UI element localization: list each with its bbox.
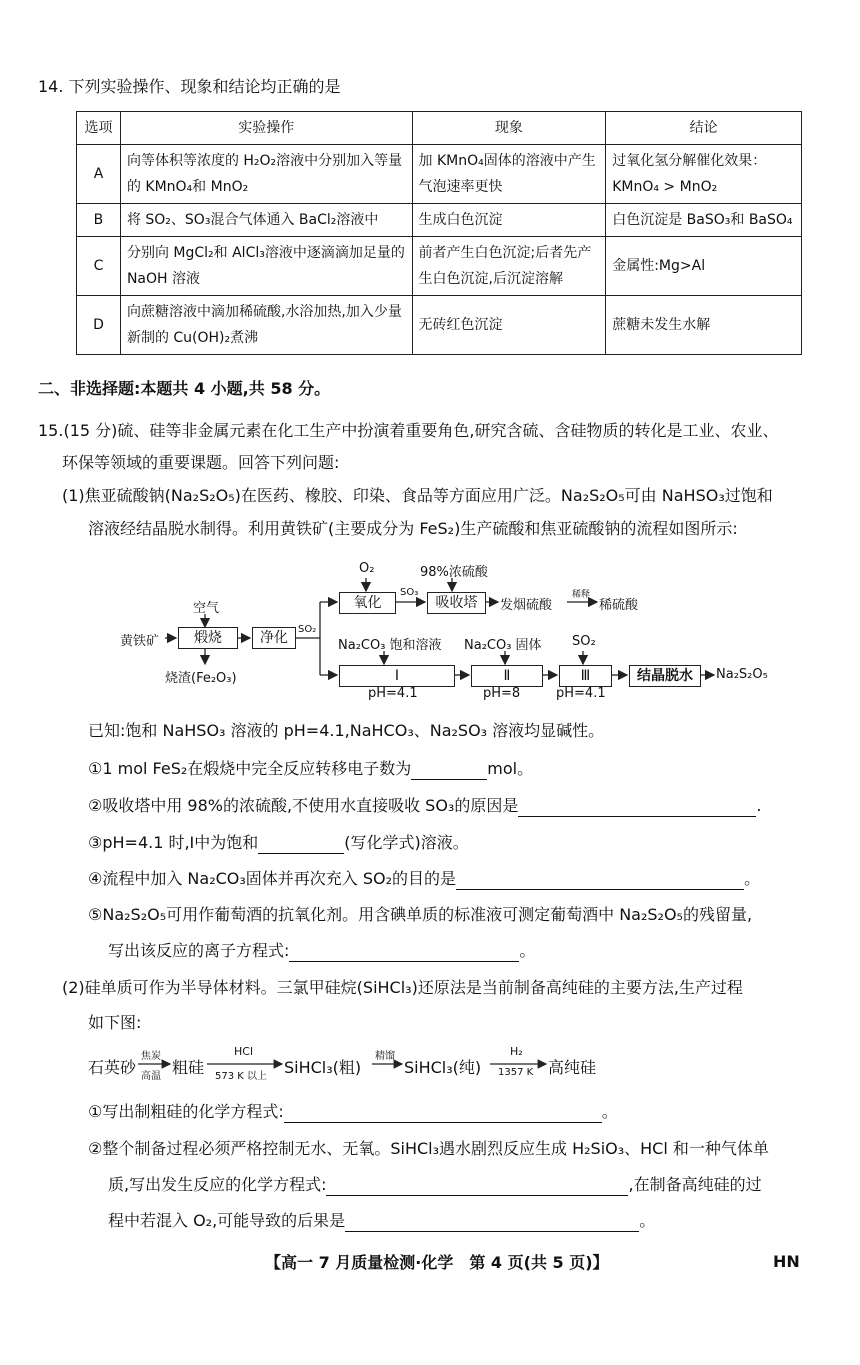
part2-subq-1-text: ①写出制粗硅的化学方程式: xyxy=(88,1102,284,1121)
section-heading: 二、非选择题:本题共 4 小题,共 58 分。 xyxy=(38,379,331,398)
subq-3-text: ③pH=4.1 时,Ⅰ中为饱和 xyxy=(88,833,259,852)
conclusion-cell: 蔗糖未发生水解 xyxy=(606,296,802,355)
part2-subq-1: ①写出制粗硅的化学方程式: 。 xyxy=(88,1102,618,1121)
subq-4-text: ④流程中加入 Na₂CO₃固体并再次充入 SO₂的目的是 xyxy=(88,869,457,888)
crystallize-box: 结晶脱水 xyxy=(629,665,701,687)
slag-label: 烧渣(Fe₂O₃) xyxy=(165,671,237,686)
answer-blank[interactable] xyxy=(326,1177,628,1196)
so2-feed-label: SO₂ xyxy=(572,634,596,649)
subq-3-text-end: (写化学式)溶液。 xyxy=(344,833,469,852)
q15-part2-line1: (2)硅单质可作为半导体材料。三氯甲硅烷(SiHCl₃)还原法是当前制备高纯硅的主要方法,生产过程 xyxy=(62,978,743,997)
part2-subq-2-text-mid: ,在制备高纯硅的过 xyxy=(628,1175,762,1194)
ph-label-1: pH=4.1 xyxy=(368,686,418,701)
option-letter: A xyxy=(77,145,121,204)
subq-4: ④流程中加入 Na₂CO₃固体并再次充入 SO₂的目的是 。 xyxy=(88,869,761,888)
step-3-box: Ⅲ xyxy=(559,665,612,687)
col-header-phenomenon: 现象 xyxy=(412,112,606,145)
dilute-step-label: 稀释 xyxy=(572,590,591,600)
subq-2: ②吸收塔中用 98%的浓硫酸,不使用水直接吸收 SO₃的原因是 . xyxy=(88,796,762,815)
part2-subq-2-text: 质,写出发生反应的化学方程式: xyxy=(108,1175,327,1194)
option-letter: C xyxy=(77,237,121,296)
operation-cell: 向等体积等浓度的 H₂O₂溶液中分别加入等量的 KMnO₄和 MnO₂ xyxy=(120,145,412,204)
option-letter: B xyxy=(77,204,121,237)
so2-label: SO₂ xyxy=(298,624,317,635)
option-letter: D xyxy=(77,296,121,355)
so3-label: SO₃ xyxy=(400,587,419,598)
conclusion-cell: 白色沉淀是 BaSO₃和 BaSO₄ xyxy=(606,204,802,237)
sihcl3-crude-label: SiHCl₃(粗) xyxy=(284,1058,362,1077)
air-label: 空气 xyxy=(193,601,220,616)
phenomenon-cell: 生成白色沉淀 xyxy=(412,204,606,237)
operation-cell: 分别向 MgCl₂和 AlCl₃溶液中逐滴滴加足量的 NaOH 溶液 xyxy=(120,237,412,296)
subq-1-unit: mol。 xyxy=(487,759,534,778)
page-footer: 【高一 7 月质量检测·化学 第 4 页(共 5 页)】 xyxy=(265,1253,609,1272)
temp-1357-label: 1357 K xyxy=(498,1067,534,1078)
part2-subq-2-line2 xyxy=(108,1174,762,1196)
q15-part2-line2: 如下图: xyxy=(88,1013,142,1032)
sihcl3-pure-label: SiHCl₃(纯) xyxy=(404,1058,482,1077)
acid98-label: 98%浓硫酸 xyxy=(420,565,488,580)
col-header-operation: 实验操作 xyxy=(120,112,412,145)
region-code: HN xyxy=(773,1252,800,1271)
high-temp-label: 高温 xyxy=(141,1071,161,1082)
fuming-acid-label: 发烟硫酸 xyxy=(500,598,553,613)
oxidation-box: 氧化 xyxy=(339,592,396,614)
subq-1-text: ①1 mol FeS₂在煅烧中完全反应转移电子数为 xyxy=(88,759,412,778)
operation-cell: 向蔗糖溶液中滴加稀硫酸,水浴加热,加入少量新制的 Cu(OH)₂煮沸 xyxy=(120,296,412,355)
step-1-box: Ⅰ xyxy=(339,665,455,687)
absorber-box: 吸收塔 xyxy=(427,592,486,614)
crude-si-label: 粗硅 xyxy=(172,1058,205,1077)
part2-subq-2-text-end: 程中若混入 O₂,可能导致的后果是 xyxy=(108,1211,346,1230)
temp-573-label: 573 K 以上 xyxy=(215,1071,268,1082)
q15-intro-line2: 环保等领域的重要课题。回答下列问题: xyxy=(62,453,340,472)
q15-intro-line1: 15.(15 分)硫、硅等非金属元素在化工生产中扮演着重要角色,研究含硫、含硅物质的转化是工业、农业、 xyxy=(38,421,779,440)
ph-label-2: pH=8 xyxy=(483,686,521,701)
known-note: 已知:饱和 NaHSO₃ 溶液的 pH=4.1,NaHCO₃、Na₂SO₃ 溶液均显碱性。 xyxy=(88,721,605,740)
subq-5-text: 写出该反应的离子方程式: xyxy=(108,941,290,960)
step-2-box: Ⅱ xyxy=(471,665,543,687)
conclusion-cell: 过氧化氢分解催化效果：KMnO₄ > MnO₂ xyxy=(606,145,802,204)
q15-part1-line2: 溶液经结晶脱水制得。利用黄铁矿(主要成分为 FeS₂)生产硫酸和焦亚硫酸钠的流程如图所示: xyxy=(88,519,738,538)
ph-label-3: pH=4.1 xyxy=(556,686,606,701)
na2co3-solid-label: Na₂CO₃ 固体 xyxy=(464,638,542,653)
phenomenon-cell: 前者产生白色沉淀;后者先产生白色沉淀,后沉淀溶解 xyxy=(412,237,606,296)
operation-cell: 将 SO₂、SO₃混合气体通入 BaCl₂溶液中 xyxy=(120,204,412,237)
coke-label: 焦炭 xyxy=(141,1051,161,1062)
roast-box: 煅烧 xyxy=(178,627,238,649)
answer-blank[interactable] xyxy=(284,1104,602,1123)
purify-box: 净化 xyxy=(252,627,296,649)
product-label: Na₂S₂O₅ xyxy=(716,667,768,682)
conclusion-cell: 金属性:Mg>Al xyxy=(606,237,802,296)
na2co3-saturated-label: Na₂CO₃ 饱和溶液 xyxy=(338,638,442,653)
subq-2-text: ②吸收塔中用 98%的浓硫酸,不使用水直接吸收 SO₃的原因是 xyxy=(88,796,519,815)
pure-si-label: 高纯硅 xyxy=(548,1058,597,1077)
phenomenon-cell: 加 KMnO₄固体的溶液中产生气泡速率更快 xyxy=(412,145,606,204)
answer-blank[interactable] xyxy=(345,1213,639,1232)
hcl-label: HCl xyxy=(234,1045,254,1058)
subq-5-line1: ⑤Na₂S₂O₅可用作葡萄酒的抗氧化剂。用含碘单质的标准液可测定葡萄酒中 Na₂S₂O₅的残留量, xyxy=(88,905,753,924)
distill-label: 精馏 xyxy=(375,1051,395,1062)
col-header-option: 选项 xyxy=(77,112,121,145)
h2-label: H₂ xyxy=(510,1045,523,1058)
phenomenon-cell: 无砖红色沉淀 xyxy=(412,296,606,355)
part2-subq-2-line1: ②整个制备过程必须严格控制无水、无氧。SiHCl₃遇水剧烈反应生成 H₂SiO₃、HCl 和一种气体单 xyxy=(88,1139,769,1158)
dilute-acid-label: 稀硫酸 xyxy=(599,598,639,613)
part2-subq-2-line3: 程中若混入 O₂,可能导致的后果是 。 xyxy=(108,1211,656,1230)
quartz-label: 石英砂 xyxy=(88,1058,137,1077)
q15-part1-line1: (1)焦亚硫酸钠(Na₂S₂O₅)在医药、橡胶、印染、食品等方面应用广泛。Na₂S₂O₅可由 NaHSO₃过饱和 xyxy=(62,486,773,505)
subq-5: 写出该反应的离子方程式: 。 xyxy=(108,941,536,960)
col-header-conclusion: 结论 xyxy=(606,112,802,145)
ore-label: 黄铁矿 xyxy=(120,634,160,649)
o2-label: O₂ xyxy=(359,561,375,576)
q14-title: 14. 下列实验操作、现象和结论均正确的是 xyxy=(38,77,341,96)
